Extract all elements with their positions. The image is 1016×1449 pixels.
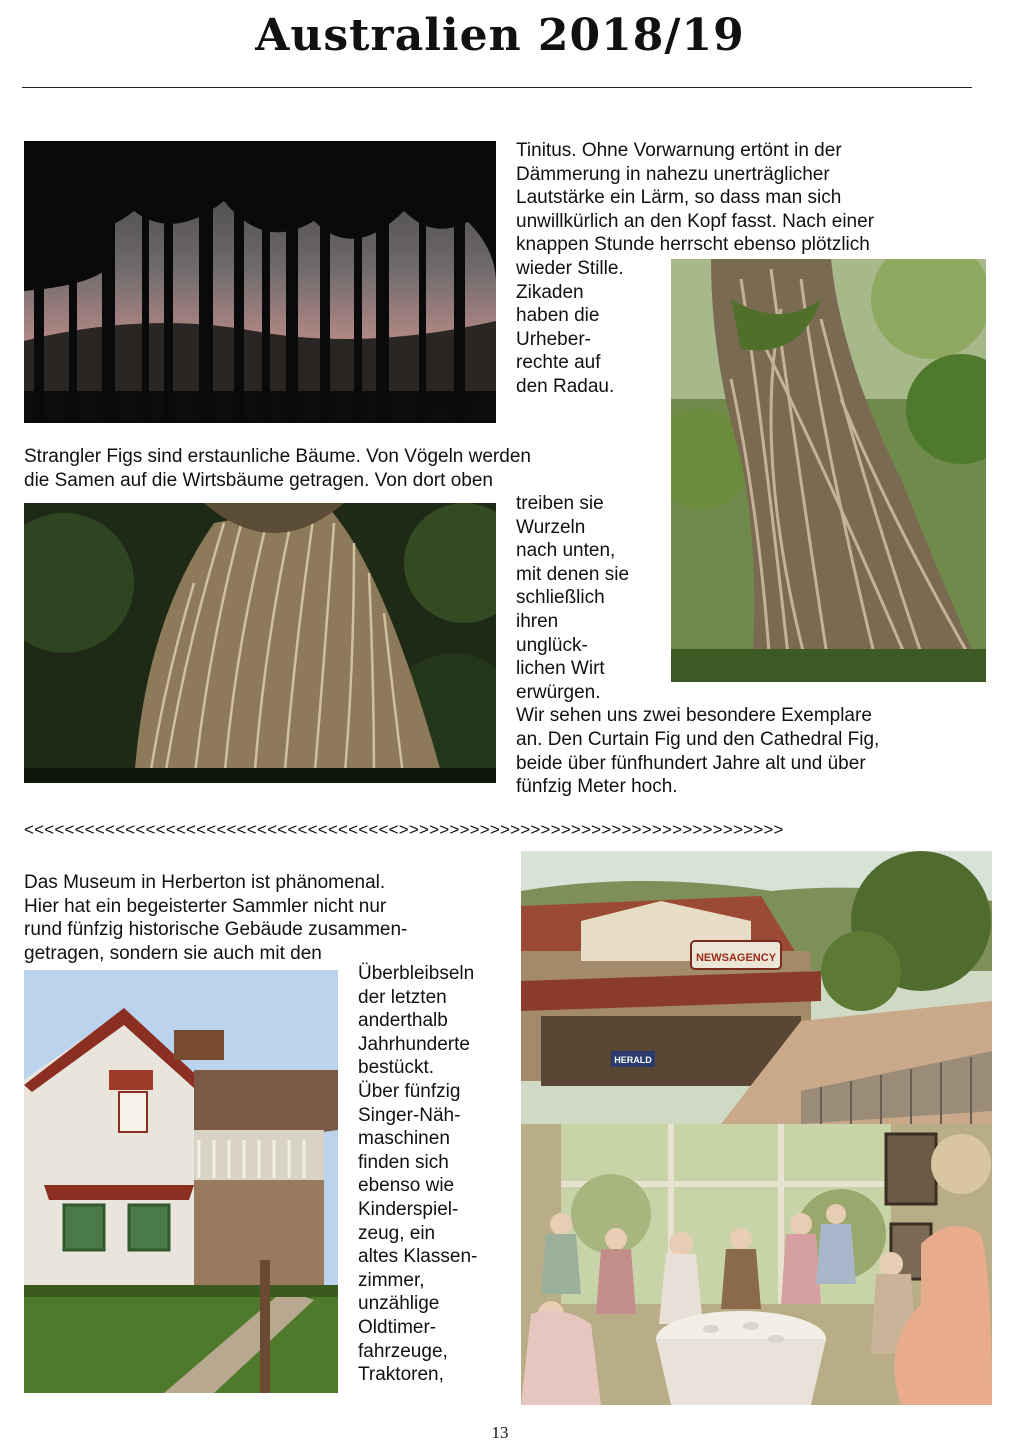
photo-forest-dusk (24, 141, 496, 423)
newsagency-sign: NEWSAGENCY (695, 952, 777, 964)
paragraph-museum: Überbleibseln der letzten anderthalb Jahrhunderte bestückt. Über fünfzig Singer-Näh- maschinen finden sich ebenso wie Kinderspiel- zeug, ein altes Klassen- zimmer, unzählige Oldtimer- fahrzeuge, Traktoren, (358, 963, 478, 1386)
paragraph-cicadas: Tinitus. Ohne Vorwarnung ertönt in der Dämmerung in nahezu unerträglicher Lautstärke ein Lärm, so dass man sich unwillkürlich an den Kopf fasst. Nach einer knappen Stunde herrscht ebenso plötzlich wieder Stille. Zikaden haben die Urheber- rechte auf den Radau. (516, 140, 875, 397)
section-separator: <<<<<<<<<<<<<<<<<<<<<<<<<<<<<<<<<<<<<>>>>>>>>>>>>>>>>>>>>>>>>>>>>>>>>>>>>>> (24, 820, 784, 839)
photo-herberton-street (521, 851, 992, 1124)
paragraph-museum-intro: Das Museum in Herberton ist phänomenal. Hier hat ein begeisterter Sammler nicht nur rund fünfzig historische Gebäude zusammen- getragen, sondern sie auch mit den (24, 872, 408, 964)
page-title: Australien 2018/19 (255, 10, 745, 61)
paragraph-strangler-figs: treiben sie Wurzeln nach unten, mit denen sie schließlich ihren unglück- lichen Wirt erwürgen. Wir sehen uns zwei besondere Exemplare an. Den Curtain Fig und den Cathedral Fig, beide über fünfhundert Jahre alt und über fünfzig Meter hoch. (516, 493, 880, 798)
herald-sign: HERALD (614, 1055, 652, 1065)
photo-historic-house (24, 970, 338, 1393)
photo-curtain-fig (24, 503, 496, 783)
paragraph-strangler-figs-intro: Strangler Figs sind erstaunliche Bäume. Von Vögeln werden die Samen auf die Wirtsbäume getragen. Von dort oben (24, 446, 531, 491)
title-divider (22, 87, 972, 88)
photo-doll-display (521, 1124, 992, 1405)
page-number: 13 (491, 1423, 509, 1442)
